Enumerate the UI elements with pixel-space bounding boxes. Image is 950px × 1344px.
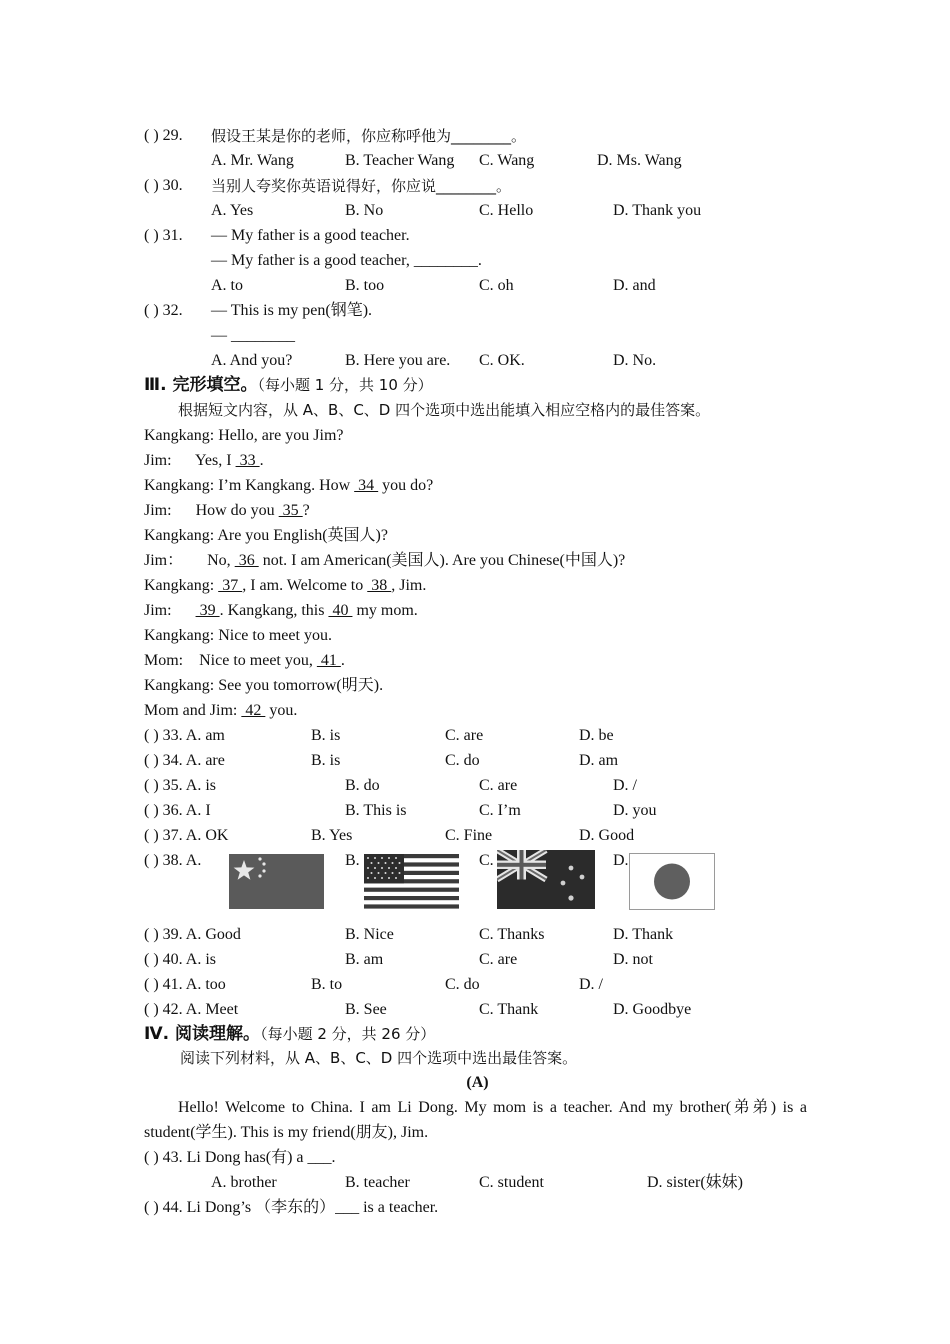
q38-option-d: D. xyxy=(613,852,629,869)
dialog-line-6 xyxy=(144,551,625,571)
q29-number: ( ) 29. xyxy=(144,127,183,144)
section-4-title: Ⅳ. 阅读理解。 xyxy=(144,1024,261,1044)
dialog-text: Jim： No, xyxy=(144,552,235,569)
q39-option-c: C. Thanks xyxy=(479,926,545,943)
dialog-text: . xyxy=(259,452,264,469)
dialog-text: , Jim. xyxy=(391,577,427,594)
section-3-heading xyxy=(144,375,433,396)
q38-option-a: ( ) 38. A. xyxy=(144,852,202,869)
q29-option-c: C. Wang xyxy=(479,152,535,169)
dialog-text: Jim: How do you xyxy=(144,502,279,519)
dialog-text: . xyxy=(340,652,345,669)
dialog-text: Jim: xyxy=(144,602,196,619)
q34-option-a: ( ) 34. A. are xyxy=(144,752,225,769)
dialog-text: Mom and Jim: xyxy=(144,702,242,719)
dialog-line-2 xyxy=(144,451,264,471)
dialog-text: , I am. Welcome to xyxy=(242,577,368,594)
q38-option-c: C. xyxy=(479,852,494,869)
q31-option-a: A. to xyxy=(211,277,243,294)
q30-option-b: B. No xyxy=(345,202,384,219)
q35-option-b: B. do xyxy=(345,777,380,794)
q40-option-a: ( ) 40. A. is xyxy=(144,951,216,968)
q31-number: ( ) 31. xyxy=(144,227,183,244)
q31-line-1: — My father is a good teacher. xyxy=(211,227,410,244)
q35-option-c: C. are xyxy=(479,777,518,794)
dialog-text: Mom: Nice to meet you, xyxy=(144,652,317,669)
q29-option-d: D. Ms. Wang xyxy=(597,152,682,169)
dialog-text: ? xyxy=(302,502,310,519)
q41-option-c: C. do xyxy=(445,976,480,993)
q33-option-a: ( ) 33. A. am xyxy=(144,727,225,744)
q30-option-c: C. Hello xyxy=(479,202,534,219)
q42-option-a: ( ) 42. A. Meet xyxy=(144,1001,239,1018)
dialog-line-3 xyxy=(144,476,433,496)
section-3-note: （每小题 1 分，共 10 分） xyxy=(257,376,433,394)
usa-flag-icon xyxy=(364,854,459,909)
q36-option-a: ( ) 36. A. I xyxy=(144,802,211,819)
q30-option-d: D. Thank you xyxy=(613,202,702,219)
q29-option-a: A. Mr. Wang xyxy=(211,152,294,169)
dialog-text: you do? xyxy=(378,477,434,494)
q41-option-a: ( ) 41. A. too xyxy=(144,976,226,993)
q30-stem: 当别人夸奖你英语说得好，你应说________。 xyxy=(211,177,512,195)
q43-option-d: D. sister(妹妹) xyxy=(647,1174,743,1191)
q34-option-d: D. am xyxy=(579,752,619,769)
q42-option-b: B. See xyxy=(345,1001,387,1018)
q32-number: ( ) 32. xyxy=(144,302,183,319)
q39-option-d: D. Thank xyxy=(613,926,674,943)
blank-35: 35 xyxy=(278,502,303,519)
q39-option-b: B. Nice xyxy=(345,926,394,943)
dialog-line-11: Kangkang: See you tomorrow(明天). xyxy=(144,677,384,694)
q36-option-c: C. I’m xyxy=(479,802,521,819)
dialog-text: not. I am American(美国人). Are you Chinese(中国人)? xyxy=(258,552,626,569)
q37-option-b: B. Yes xyxy=(311,827,353,844)
q42-option-d: D. Goodbye xyxy=(613,1001,692,1018)
q33-option-c: C. are xyxy=(445,727,484,744)
section-4-heading xyxy=(144,1024,435,1045)
q34-option-c: C. do xyxy=(445,752,480,769)
dialog-line-1: Kangkang: Hello, are you Jim? xyxy=(144,427,344,444)
dialog-line-10 xyxy=(144,651,345,671)
china-flag-icon xyxy=(229,854,324,909)
q35-option-a: ( ) 35. A. is xyxy=(144,777,216,794)
q32-option-a: A. And you? xyxy=(211,352,293,369)
q29-stem: 假设王某是你的老师，你应称呼他为________。 xyxy=(211,127,527,145)
dialog-line-5: Kangkang: Are you English(英国人)? xyxy=(144,527,388,544)
blank-37: 37 xyxy=(218,577,243,594)
new-zealand-flag-icon xyxy=(497,850,595,909)
q39-option-a: ( ) 39. A. Good xyxy=(144,926,241,943)
q36-option-d: D. you xyxy=(613,802,657,819)
q41-option-b: B. to xyxy=(311,976,343,993)
dialog-text: . Kangkang, this xyxy=(219,602,329,619)
dialog-text: my mom. xyxy=(352,602,418,619)
q38-option-b: B. xyxy=(345,852,360,869)
blank-42: 42 xyxy=(241,702,266,719)
q33-option-b: B. is xyxy=(311,727,341,744)
dialog-line-7 xyxy=(144,576,426,596)
dialog-line-8 xyxy=(144,601,418,621)
blank-39: 39 xyxy=(195,602,220,619)
passage-a-line-1: Hello! Welcome to China. I am Li Dong. My mom is a teacher. And my brother(弟弟) is a xyxy=(178,1099,807,1116)
q31-line-2: — My father is a good teacher, ________. xyxy=(211,252,482,269)
passage-a-line-2: student(学生). This is my friend(朋友), Jim. xyxy=(144,1124,429,1141)
q33-option-d: D. be xyxy=(579,727,614,744)
blank-33: 33 xyxy=(235,452,260,469)
q31-option-d: D. and xyxy=(613,277,656,294)
q30-number: ( ) 30. xyxy=(144,177,183,194)
q31-option-b: B. too xyxy=(345,277,385,294)
q34-option-b: B. is xyxy=(311,752,341,769)
q37-option-a: ( ) 37. A. OK xyxy=(144,827,229,844)
q29-option-b: B. Teacher Wang xyxy=(345,152,455,169)
q32-option-c: C. OK. xyxy=(479,352,525,369)
section-4-note: （每小题 2 分，共 26 分） xyxy=(260,1025,436,1043)
q31-option-c: C. oh xyxy=(479,277,514,294)
blank-40: 40 xyxy=(328,602,353,619)
q43-option-a: A. brother xyxy=(211,1174,277,1191)
dialog-line-12 xyxy=(144,701,297,721)
q41-option-d: D. / xyxy=(579,976,603,993)
section-3-instructions: 根据短文内容，从 A、B、C、D 四个选项中选出能填入相应空格内的最佳答案。 xyxy=(178,401,711,419)
q40-option-d: D. not xyxy=(613,951,653,968)
dialog-line-4 xyxy=(144,501,310,521)
q30-option-a: A. Yes xyxy=(211,202,254,219)
dialog-text: Jim: Yes, I xyxy=(144,452,236,469)
blank-38: 38 xyxy=(367,577,392,594)
dialog-line-9: Kangkang: Nice to meet you. xyxy=(144,627,332,644)
q32-option-b: B. Here you are. xyxy=(345,352,451,369)
japan-flag-icon xyxy=(629,853,715,910)
q43-option-c: C. student xyxy=(479,1174,544,1191)
q32-line-2: — ________ xyxy=(211,327,295,344)
passage-a-label: (A) xyxy=(466,1074,489,1091)
q44-stem: ( ) 44. Li Dong’s （李东的）___ is a teacher. xyxy=(144,1199,439,1216)
q40-option-b: B. am xyxy=(345,951,384,968)
q35-option-d: D. / xyxy=(613,777,637,794)
q37-option-d: D. Good xyxy=(579,827,635,844)
q43-option-b: B. teacher xyxy=(345,1174,410,1191)
section-3-title: Ⅲ. 完形填空。 xyxy=(144,375,258,395)
blank-34: 34 xyxy=(354,477,379,494)
blank-36: 36 xyxy=(234,552,259,569)
dialog-text: Kangkang: I’m Kangkang. How xyxy=(144,477,355,494)
q36-option-b: B. This is xyxy=(345,802,407,819)
q43-stem: ( ) 43. Li Dong has(有) a ___. xyxy=(144,1149,336,1166)
dialog-text: you. xyxy=(265,702,298,719)
section-4-instructions: 阅读下列材料，从 A、B、C、D 四个选项中选出最佳答案。 xyxy=(180,1049,578,1067)
q32-line-1: — This is my pen(钢笔). xyxy=(211,302,373,319)
q37-option-c: C. Fine xyxy=(445,827,493,844)
dialog-text: Kangkang: xyxy=(144,577,219,594)
q40-option-c: C. are xyxy=(479,951,518,968)
q42-option-c: C. Thank xyxy=(479,1001,539,1018)
q32-option-d: D. No. xyxy=(613,352,657,369)
blank-41: 41 xyxy=(316,652,341,669)
